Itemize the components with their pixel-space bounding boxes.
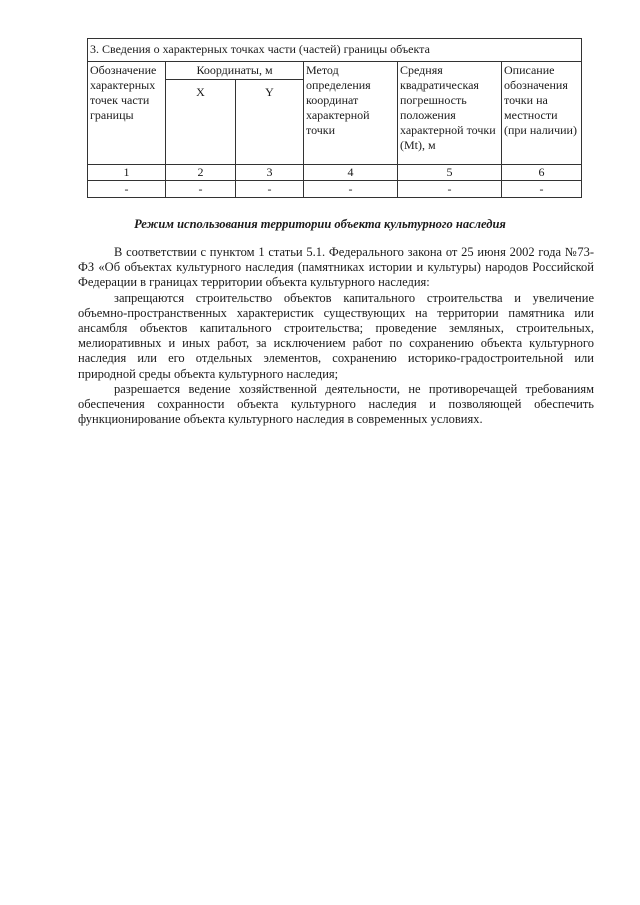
header-description: Описание обозначения точки на местности (при наличии) xyxy=(502,62,582,165)
paragraph: запрещаются строительство объектов капитального строительства и увеличение объемно-пространственных характеристик существующих на территории памятника или ансамбля объектов капитального строительства; проведение земляных, строительных, мелиоративных и иных работ, за исключением работ по сохранению объекта культурного наследия или его отдельных элементов, сохранению историко-градостроительной или природной среды объекта культурного наследия; xyxy=(78,290,594,381)
table-row xyxy=(88,181,582,198)
body-text xyxy=(78,245,594,427)
column-number: 1 xyxy=(88,165,166,181)
column-number-row xyxy=(88,165,582,181)
table-cell: - xyxy=(398,181,502,198)
table-cell: - xyxy=(502,181,582,198)
header-designation: Обозначение характерных точек части границы xyxy=(88,62,166,165)
header-y: Y xyxy=(236,80,304,165)
header-coordinates: Координаты, м xyxy=(166,62,304,80)
column-number: 4 xyxy=(304,165,398,181)
header-error: Средняя квадратическая погрешность положения характерной точки (Mt), м xyxy=(398,62,502,165)
boundary-points-table xyxy=(87,38,582,198)
column-number: 5 xyxy=(398,165,502,181)
paragraph: разрешается ведение хозяйственной деятельности, не противоречащей требованиям обеспечения сохранности объекта культурного наследия и позволяющей обеспечить функционирование объекта культурного наследия в современных условиях. xyxy=(78,381,594,427)
section-heading: Режим использования территории объекта культурного наследия xyxy=(134,217,506,231)
table-cell: - xyxy=(236,181,304,198)
column-number: 3 xyxy=(236,165,304,181)
table-cell: - xyxy=(166,181,236,198)
column-number: 2 xyxy=(166,165,236,181)
header-x: X xyxy=(166,80,236,165)
table-cell: - xyxy=(304,181,398,198)
table-title: 3. Сведения о характерных точках части (частей) границы объекта xyxy=(88,39,582,62)
table-cell: - xyxy=(88,181,166,198)
column-number: 6 xyxy=(502,165,582,181)
paragraph: В соответствии с пунктом 1 статьи 5.1. Федерального закона от 25 июня 2002 года №73-ФЗ «Об объектах культурного наследия (памятниках истории и культуры) народов Российской Федерации в границах территории объекта культурного наследия: xyxy=(78,245,594,290)
header-method: Метод определения координат характерной точки xyxy=(304,62,398,165)
